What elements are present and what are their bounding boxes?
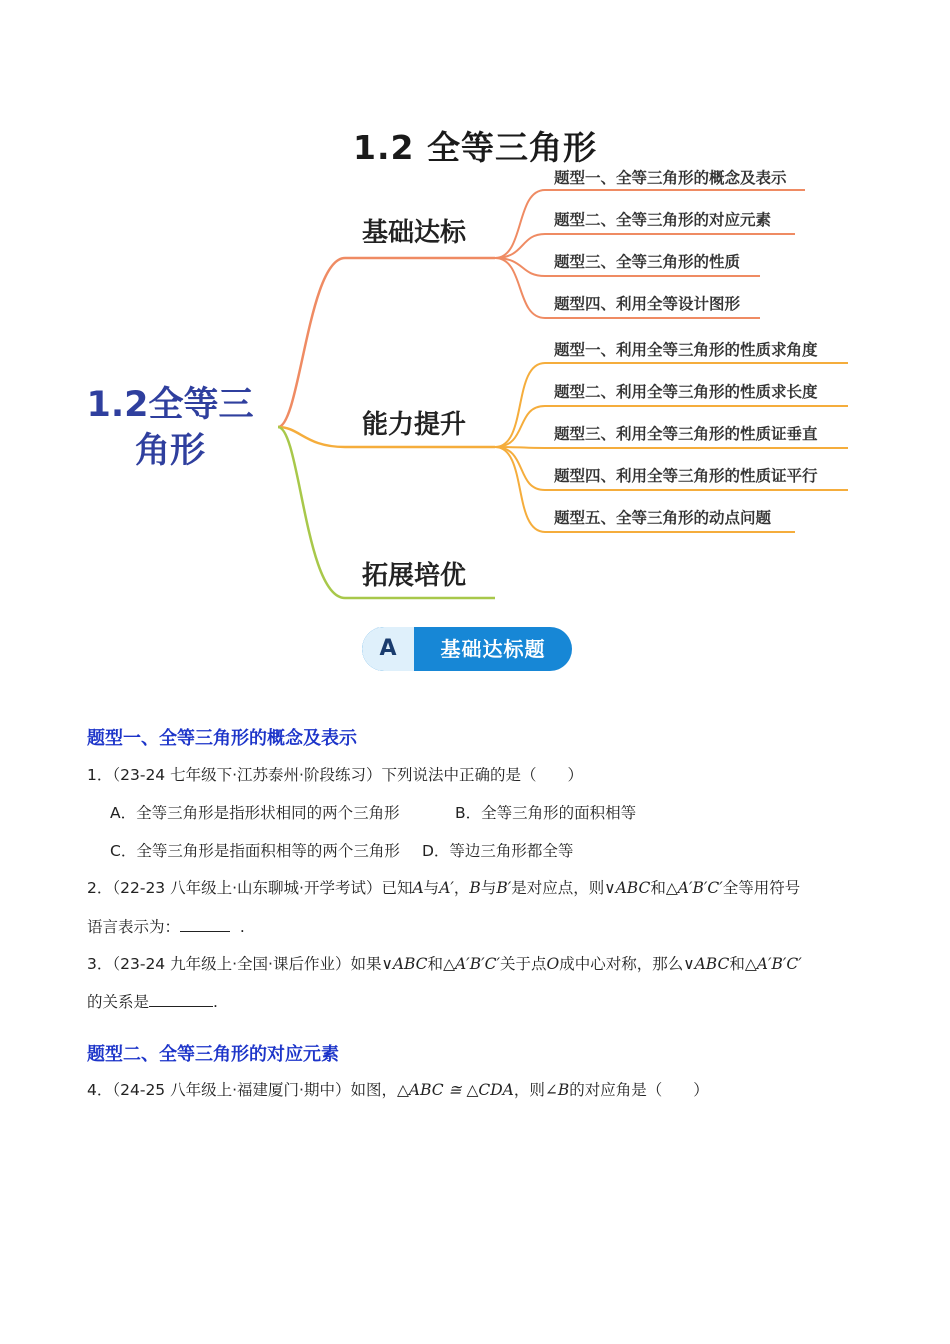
math-angle: ∠B <box>544 1081 570 1099</box>
mindmap-leaf: 题型二、全等三角形的对应元素 <box>554 211 772 229</box>
stem-text: 成中心对称，那么 <box>559 955 684 973</box>
math-point: B′ <box>496 879 512 897</box>
option-a: A．全等三角形是指形状相同的两个三角形 <box>110 804 400 822</box>
mindmap-leaf: 题型一、利用全等三角形的性质求角度 <box>554 341 818 359</box>
question-source: （23-24 九年级上·全国·课后作业） <box>112 955 351 973</box>
stem-text: ， <box>453 879 470 897</box>
stem-text: 全等用符号 <box>722 879 801 897</box>
math-triangle: △A′B′C′ <box>744 955 802 973</box>
stem-text: 如图， <box>350 1081 397 1099</box>
mindmap-leaf: 题型四、利用全等设计图形 <box>554 295 741 313</box>
mindmap-root <box>80 382 260 474</box>
section-banner <box>362 627 572 671</box>
banner-letter: A <box>362 627 414 671</box>
mindmap-leaf: 题型一、全等三角形的概念及表示 <box>554 169 787 187</box>
stem-text: 语言表示为： <box>87 918 181 936</box>
math-triangle: △A′B′C′ <box>665 879 723 897</box>
stem-text: 与 <box>480 879 497 897</box>
banner-title: 基础达标题 <box>440 637 546 661</box>
mindmap-branch-ability: 能力提升 <box>362 410 467 440</box>
mindmap-connectors <box>0 0 950 620</box>
question-2-line2 <box>87 915 245 937</box>
stem-text: 关于点 <box>499 955 547 973</box>
question-number: 1． <box>87 766 113 784</box>
mindmap-root-line2: 角形 <box>134 431 205 471</box>
mindmap-branch-extension: 拓展培优 <box>362 561 467 591</box>
stem-text: . <box>213 993 218 1011</box>
answer-blank[interactable] <box>149 992 213 1007</box>
stem-text: 的关系是 <box>87 993 150 1011</box>
option-d: D．等边三角形都全等 <box>422 842 574 860</box>
stem-text: 是对应点，则 <box>511 879 605 897</box>
question-number: 4． <box>87 1081 113 1099</box>
stem-text: ，则 <box>513 1081 545 1099</box>
math-point: B <box>469 879 481 897</box>
mindmap-root-line1: 1.2全等三 <box>86 385 254 425</box>
mindmap-branch-basic: 基础达标 <box>362 218 467 248</box>
connector-root-branch1 <box>278 258 495 427</box>
question-1 <box>87 763 583 785</box>
math-point: A′ <box>439 879 454 897</box>
question-2 <box>87 876 800 898</box>
math-triangle: ∨ABC <box>381 955 428 973</box>
stem-text: 和 <box>729 955 745 973</box>
option-c: C．全等三角形是指面积相等的两个三角形 <box>110 842 400 860</box>
stem-text: 和 <box>650 879 666 897</box>
mindmap-leaf: 题型四、利用全等三角形的性质证平行 <box>554 467 818 485</box>
question-3 <box>87 952 802 974</box>
math-triangle: ∨ABC <box>683 955 730 973</box>
question-source: （23-24 七年级下·江苏泰州·阶段练习） <box>112 766 382 784</box>
math-triangle: ∨ABC <box>604 879 651 897</box>
question-source: （22-23 八年级上·山东聊城·开学考试） <box>112 879 382 897</box>
question-source: （24-25 八年级上·福建厦门·期中） <box>112 1081 351 1099</box>
mindmap-leaf: 题型五、全等三角形的动点问题 <box>554 509 772 527</box>
stem-text: 的对应角是（ ） <box>569 1081 709 1099</box>
page-title: 1.2 全等三角形 <box>353 128 597 167</box>
stem-text: 和 <box>427 955 444 973</box>
section-heading: 题型二、全等三角形的对应元素 <box>87 1044 339 1065</box>
question-3-line2 <box>87 990 218 1012</box>
answer-blank[interactable] <box>180 917 230 932</box>
math-congruence: △ABC ≅ △CDA <box>396 1081 514 1099</box>
mindmap-leaf: 题型三、全等三角形的性质 <box>554 253 741 271</box>
question-stem: 下列说法中正确的是（ ） <box>381 766 583 784</box>
stem-text: 已知 <box>381 879 413 897</box>
math-triangle: △A′B′C′ <box>443 955 500 973</box>
connector-b2-leaf3 <box>495 447 848 448</box>
stem-text: 与 <box>423 879 440 897</box>
stem-text: . <box>239 918 245 936</box>
stem-text: 如果 <box>350 955 382 973</box>
question-number: 3． <box>87 955 113 973</box>
section-heading: 题型一、全等三角形的概念及表示 <box>87 728 357 749</box>
question-number: 2． <box>87 879 113 897</box>
mindmap-leaf: 题型三、利用全等三角形的性质证垂直 <box>554 425 818 443</box>
math-point: O <box>546 955 560 973</box>
question-4 <box>87 1078 709 1100</box>
math-point: A <box>412 879 424 897</box>
mindmap-leaf: 题型二、利用全等三角形的性质求长度 <box>554 383 818 401</box>
option-b: B．全等三角形的面积相等 <box>455 804 637 822</box>
